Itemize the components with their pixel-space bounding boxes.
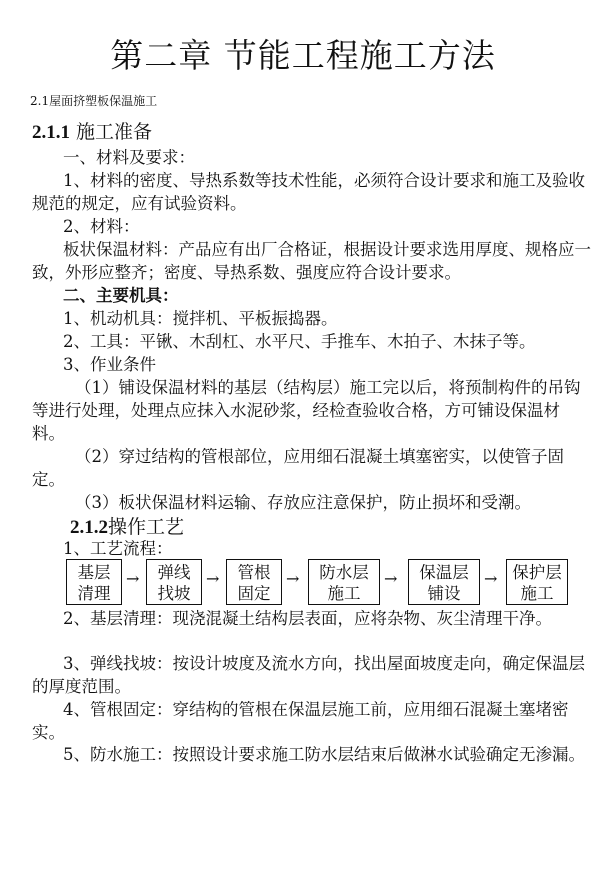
flow-step: 保温层 铺设 (408, 559, 480, 605)
paragraph: 3、弹线找坡：按设计坡度及流水方向，找出屋面坡度走向，确定保温层的厚度范围。 (32, 654, 585, 696)
section-subtitle: 2.1屋面挤塑板保温施工 (30, 94, 158, 108)
paragraph: （3）板状保温材料运输、存放应注意保护，防止损坏和受潮。 (75, 493, 531, 512)
arrow-icon: → (206, 569, 220, 588)
flow-step: 弹线 找坡 (146, 559, 202, 605)
section-heading-prep (32, 117, 152, 144)
flow-step: 保护层 施工 (506, 559, 568, 605)
paragraph: 1、材料的密度、导热系数等技术性能，必须符合设计要求和施工及验收规范的规定，应有试验资料。 (32, 171, 585, 213)
paragraph: 1、工艺流程： (63, 539, 173, 558)
section-title: 施工准备 (76, 121, 153, 143)
flow-step: 管根 固定 (226, 559, 282, 605)
arrow-icon: → (384, 569, 398, 588)
paragraph: 一、材料及要求： (63, 148, 195, 167)
paragraph: （1）铺设保温材料的基层（结构层）施工完以后，将预制构件的吊钩等进行处理，处理点应抹入水泥砂浆，经检查验收合格，方可铺设保温材料。 (32, 378, 581, 443)
flow-step: 基层 清理 (66, 559, 122, 605)
paragraph: 板状保温材料：产品应有出厂合格证，根据设计要求选用厚度、规格应一致，外形应整齐；密度、导热系数、强度应符合设计要求。 (32, 240, 591, 282)
paragraph: 4、管根固定：穿结构的管根在保温层施工前，应用细石混凝土塞堵密实。 (32, 700, 569, 742)
paragraph: 2、材料： (63, 217, 140, 236)
paragraph: 5、防水施工：按照设计要求施工防水层结束后做淋水试验确定无渗漏。 (63, 745, 585, 764)
paragraph: （2）穿过结构的管根部位，应用细石混凝土填塞密实，以使管子固定。 (32, 447, 564, 489)
paragraph: 1、机动机具：搅拌机、平板振捣器。 (63, 309, 338, 328)
section-number: 2.1.2 (70, 517, 108, 538)
paragraph: 2、工具：平锹、木刮杠、水平尺、手推车、木拍子、木抹子等。 (63, 332, 536, 351)
arrow-icon: → (286, 569, 300, 588)
paragraph: 3、作业条件 (63, 355, 156, 374)
arrow-icon: → (484, 569, 498, 588)
chapter-title: 第二章 节能工程施工方法 (110, 36, 496, 75)
arrow-icon: → (126, 569, 140, 588)
section-number: 2.1.1 (32, 122, 70, 143)
section-title: 操作工艺 (108, 516, 185, 538)
paragraph: 2、基层清理：现浇混凝土结构层表面，应将杂物、灰尘清理干净。 (63, 609, 552, 628)
flow-step: 防水层 施工 (308, 559, 380, 605)
paragraph: 二、主要机具： (63, 286, 179, 305)
section-heading-process (70, 512, 184, 539)
process-flowchart (66, 559, 586, 607)
